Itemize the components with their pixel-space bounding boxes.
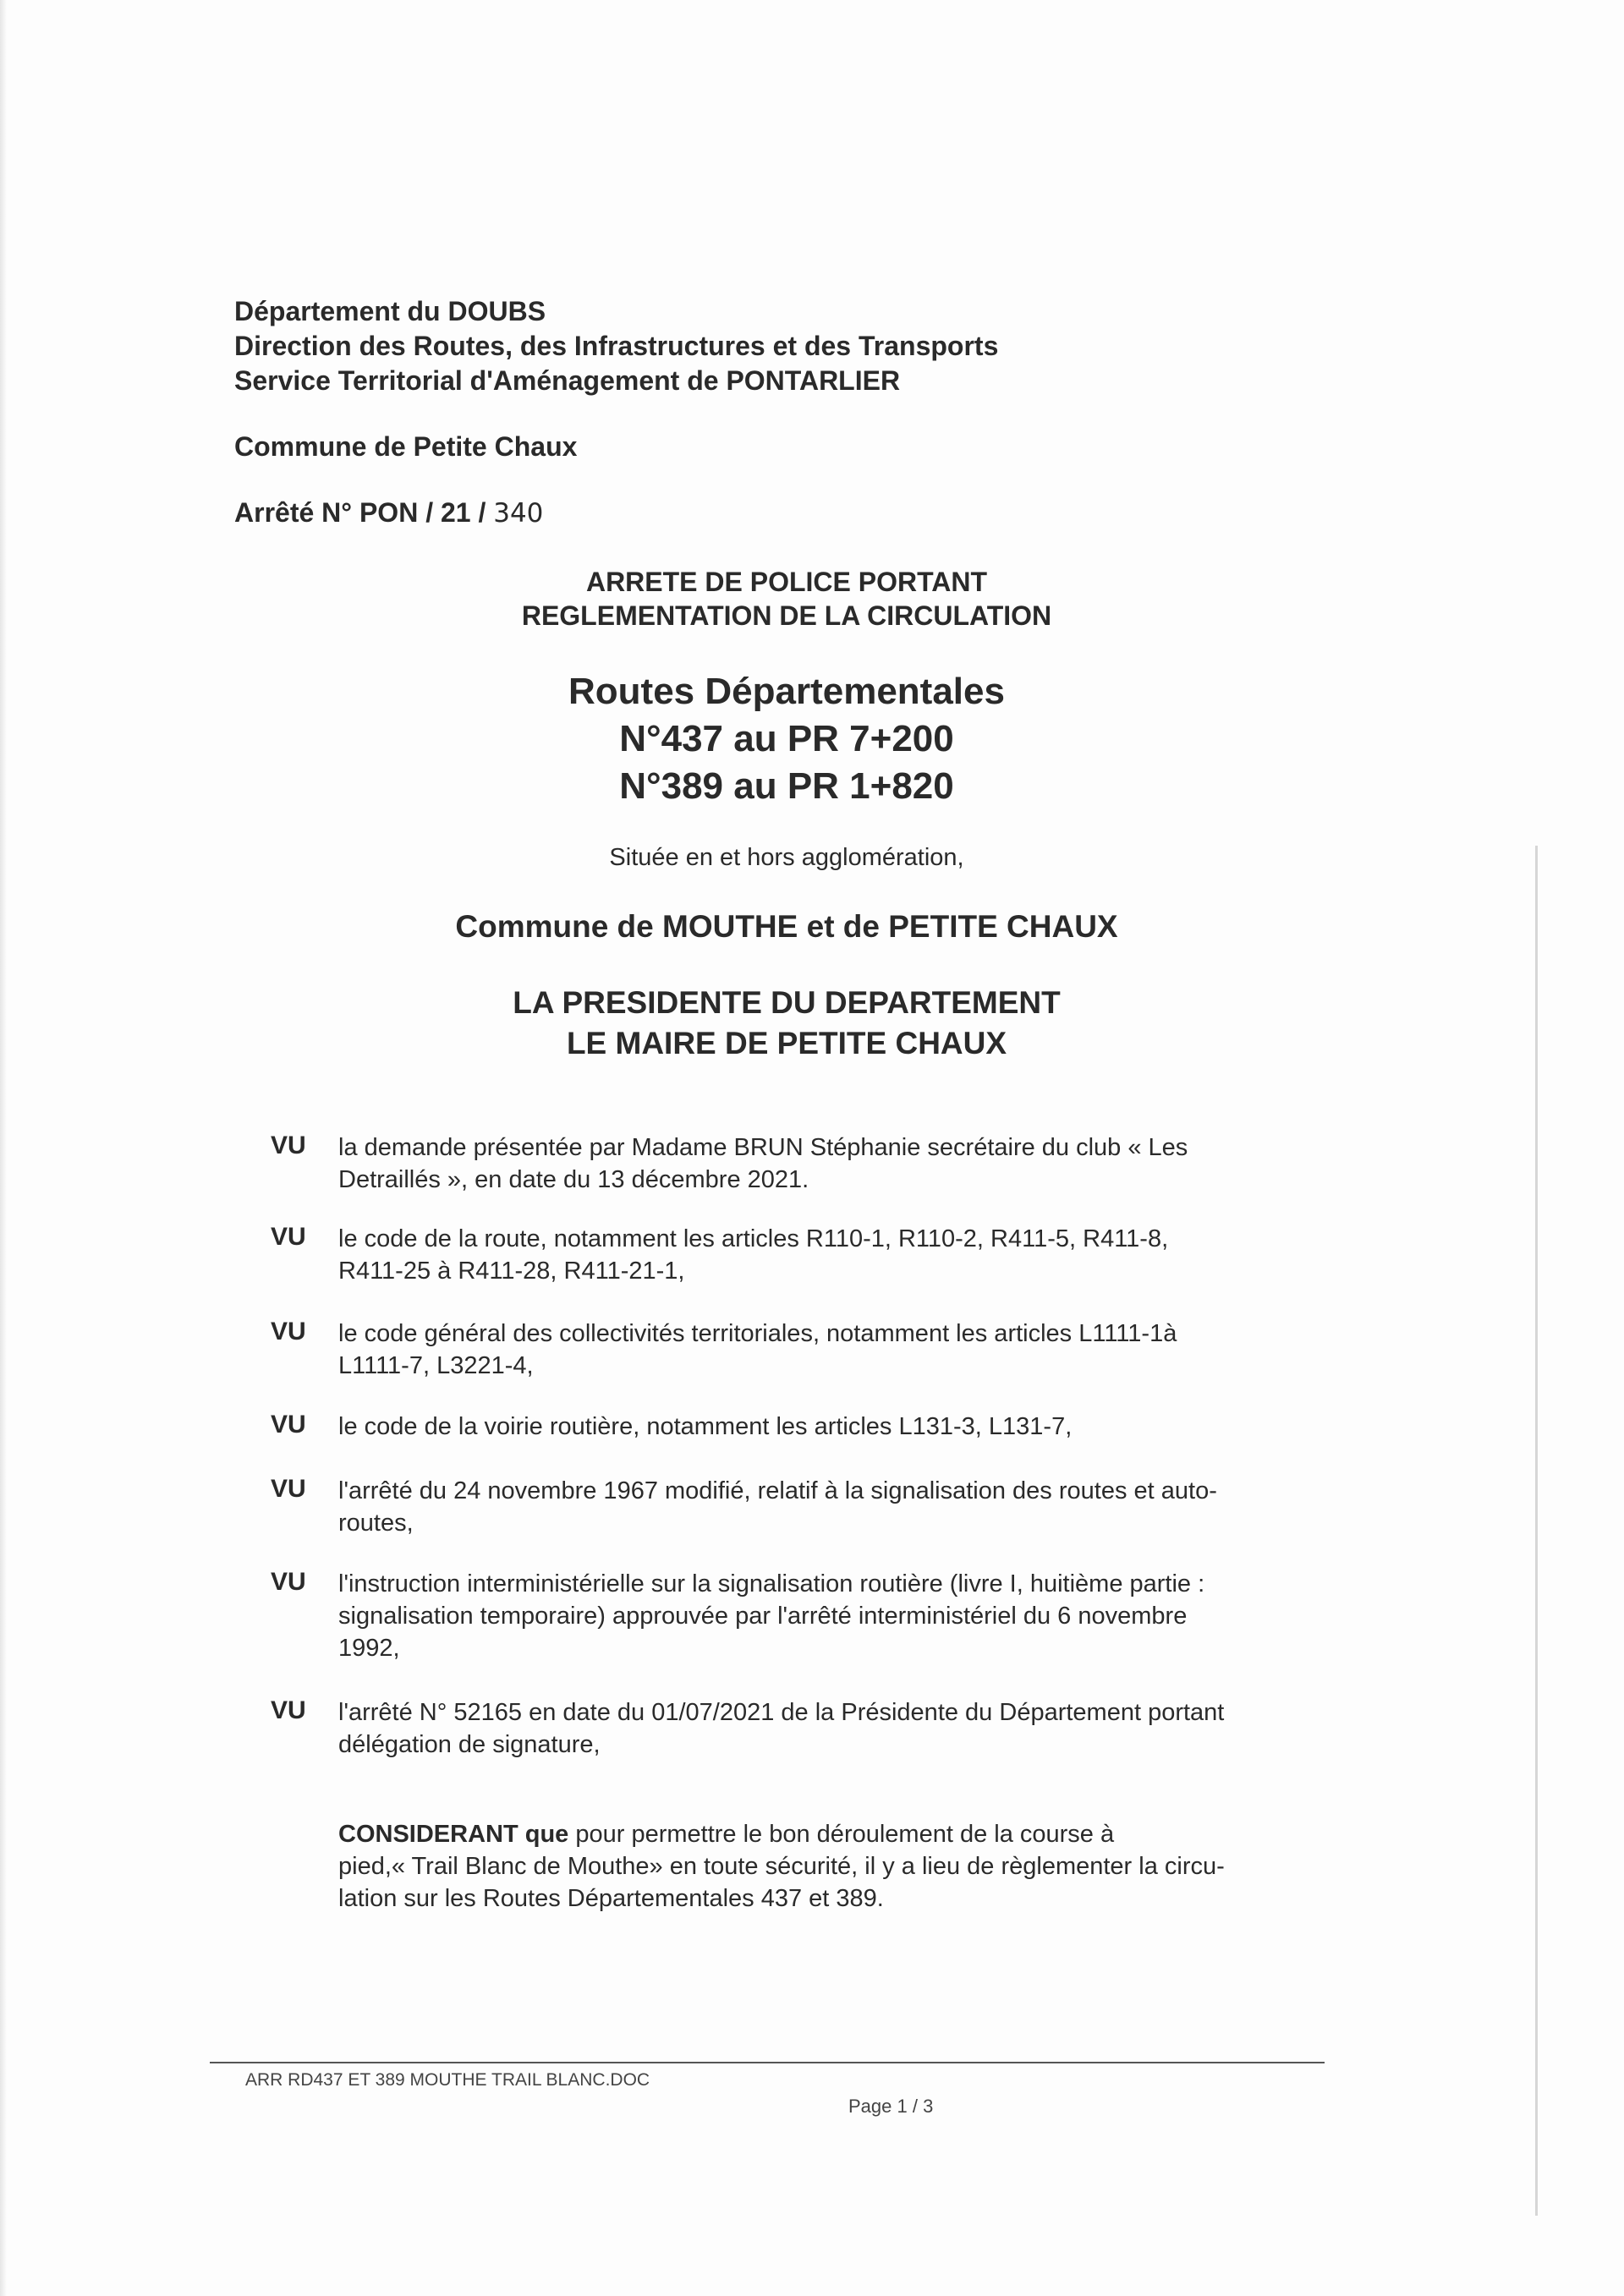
communes-title: Commune de MOUTHE et de PETITE CHAUX xyxy=(455,909,1118,944)
considerant-paragraph xyxy=(338,1818,1322,1915)
considerant-line-3: lation sur les Routes Départementales 437 et 389. xyxy=(338,1885,884,1912)
vu-label: VU xyxy=(271,1411,306,1438)
vu-text-line: l'instruction interministérielle sur la signalisation routière (livre I, huitième partie : xyxy=(338,1570,1205,1597)
vu-text xyxy=(338,1696,1328,1761)
vu-text xyxy=(338,1568,1328,1664)
routes-line-3: N°389 au PR 1+820 xyxy=(619,765,954,807)
routes-line-2: N°437 au PR 7+200 xyxy=(619,718,954,759)
location-note: Située en et hors agglomération, xyxy=(609,844,964,871)
document-title xyxy=(0,565,1573,633)
vu-label: VU xyxy=(271,1568,306,1596)
arrete-number-handwritten: 340 xyxy=(493,498,544,529)
vu-text-line: L1111-7, L3221-4, xyxy=(338,1352,534,1379)
vu-text-line: le code général des collectivités territoriales, notamment les articles L1111-1à xyxy=(338,1320,1177,1347)
vu-text xyxy=(338,1475,1328,1539)
routes-line-1: Routes Départementales xyxy=(568,671,1005,712)
vu-text xyxy=(338,1411,1328,1443)
footer-divider xyxy=(210,2062,1325,2063)
vu-text-line: l'arrêté N° 52165 en date du 01/07/2021 de la Présidente du Département portant xyxy=(338,1699,1225,1726)
vu-text-line: l'arrêté du 24 novembre 1967 modifié, relatif à la signalisation des routes et auto- xyxy=(338,1477,1217,1504)
vu-label: VU xyxy=(271,1318,306,1345)
vu-text xyxy=(338,1132,1328,1196)
vu-label: VU xyxy=(271,1223,306,1251)
page-number: Page 1 / 3 xyxy=(848,2096,934,2117)
authorities-title xyxy=(0,983,1573,1064)
vu-text-line: Detraillés », en date du 13 décembre 2021. xyxy=(338,1166,809,1193)
considerant-line-1 xyxy=(338,1818,1322,1850)
vu-text-line: la demande présentée par Madame BRUN Stéphanie secrétaire du club « Les xyxy=(338,1134,1188,1161)
commune-line: Commune de Petite Chaux xyxy=(234,431,578,462)
arrete-number xyxy=(234,497,543,529)
vu-label: VU xyxy=(271,1475,306,1503)
arrete-number-label: Arrêté N° PON / 21 / xyxy=(234,497,494,528)
title-line-1: ARRETE DE POLICE PORTANT xyxy=(585,567,988,597)
vu-text-line: le code de la route, notamment les articles R110-1, R110-2, R411-5, R411-8, xyxy=(338,1225,1169,1252)
vu-label: VU xyxy=(271,1132,306,1159)
header-service: Service Territorial d'Aménagement de PONTARLIER xyxy=(234,365,901,396)
vu-text xyxy=(338,1318,1328,1382)
issuing-authority-header xyxy=(234,294,998,398)
routes-title xyxy=(0,668,1573,810)
scan-left-edge xyxy=(0,0,7,2296)
header-department: Département du DOUBS xyxy=(234,296,546,326)
vu-text-line: 1992, xyxy=(338,1635,400,1662)
vu-text-line: le code de la voirie routière, notamment les articles L131-3, L131-7, xyxy=(338,1413,1073,1440)
authority-line-2: LE MAIRE DE PETITE CHAUX xyxy=(566,1026,1007,1060)
considerant-label: CONSIDERANT que xyxy=(338,1821,569,1848)
vu-label: VU xyxy=(271,1696,306,1724)
considerant-line-2: pied,« Trail Blanc de Mouthe» en toute sécurité, il y a lieu de règlementer la circu- xyxy=(338,1853,1225,1880)
considerant-text: pour permettre le bon déroulement de la course à xyxy=(568,1821,1115,1848)
vu-text-line: signalisation temporaire) approuvée par l'arrêté interministériel du 6 novembre xyxy=(338,1603,1188,1630)
vu-text-line: routes, xyxy=(338,1510,414,1537)
footer-filename: ARR RD437 ET 389 MOUTHE TRAIL BLANC.DOC xyxy=(245,2070,650,2090)
authority-line-1: LA PRESIDENTE DU DEPARTEMENT xyxy=(513,985,1061,1020)
vu-text xyxy=(338,1223,1328,1287)
title-line-2: REGLEMENTATION DE LA CIRCULATION xyxy=(521,600,1052,631)
vu-text-line: délégation de signature, xyxy=(338,1731,601,1758)
header-direction: Direction des Routes, des Infrastructures et des Transports xyxy=(234,331,999,361)
vu-text-line: R411-25 à R411-28, R411-21-1, xyxy=(338,1258,685,1285)
